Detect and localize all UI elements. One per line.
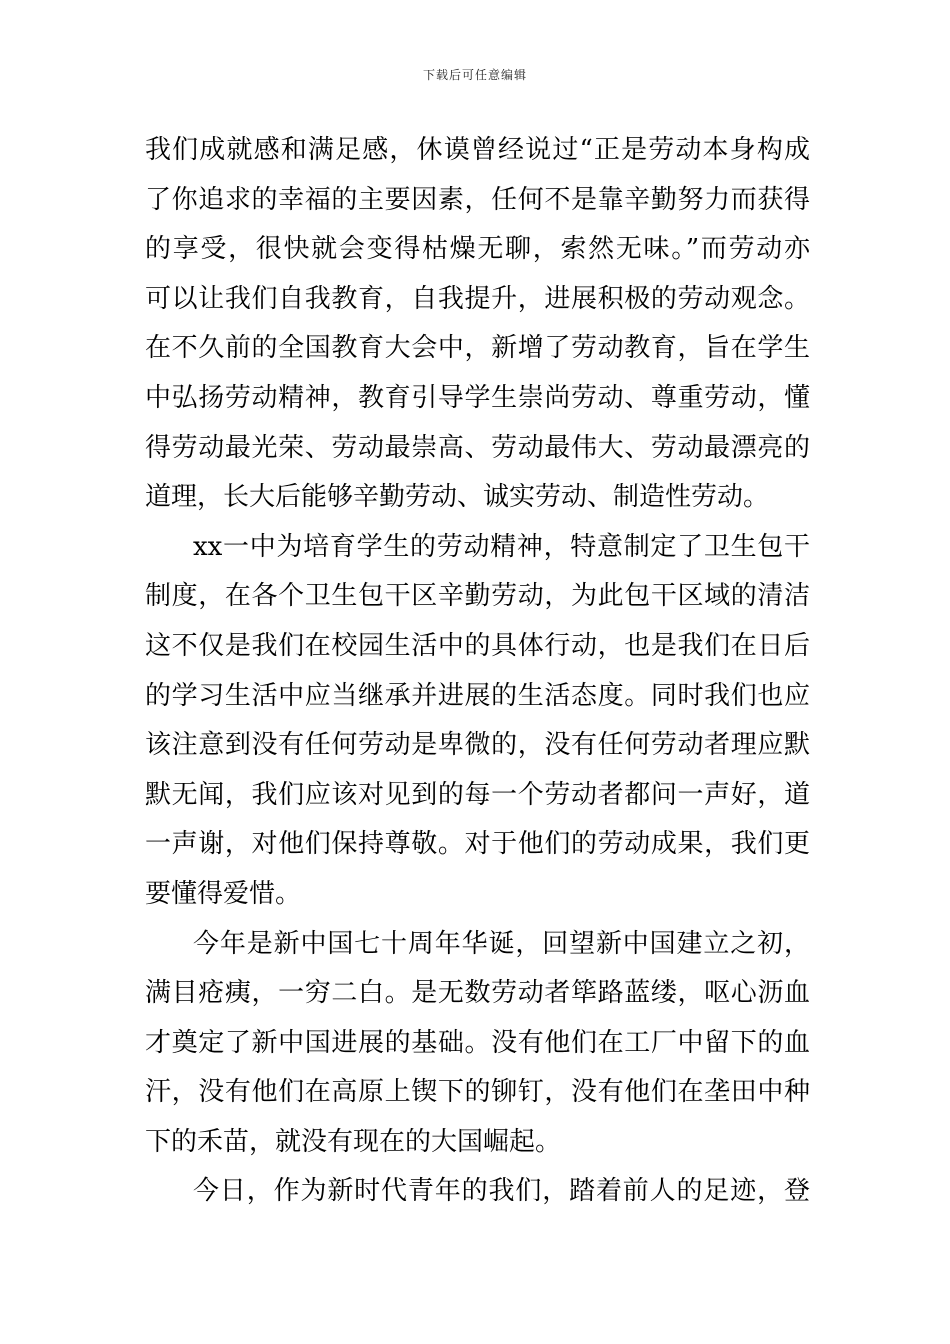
text-line: 该注意到没有任何劳动是卑微的，没有任何劳动者理应默 <box>145 730 810 761</box>
text-line: 中弘扬劳动精神，教育引导学生崇尚劳动、尊重劳动，懂 <box>145 382 810 413</box>
text-line: 的享受，很快就会变得枯燥无聊，索然无味。”而劳动亦 <box>145 234 810 265</box>
text-line: 了你追求的幸福的主要因素，任何不是靠辛勤努力而获得 <box>145 184 810 215</box>
text-line: 下的禾苗，就没有现在的大国崛起。 <box>145 1126 562 1157</box>
text-line: 满目疮痍，一穷二白。是无数劳动者筚路蓝缕，呕心沥血 <box>145 978 810 1009</box>
text-line: 一声谢，对他们保持尊敬。对于他们的劳动成果，我们更 <box>145 829 810 860</box>
text-line: 汗，没有他们在高原上锲下的铆钉，没有他们在垄田中种 <box>145 1077 810 1108</box>
text-line: 我们成就感和满足感，休谟曾经说过“正是劳动本身构成 <box>145 135 810 165</box>
text-line: 可以让我们自我教育，自我提升，进展积极的劳动观念。 <box>145 283 810 314</box>
text-line: 才奠定了新中国进展的基础。没有他们在工厂中留下的血 <box>145 1027 810 1058</box>
paragraph <box>145 126 810 523</box>
text-line: 这不仅是我们在校园生活中的具体行动，也是我们在日后 <box>145 630 810 661</box>
page-header: 下载后可任意编辑 <box>422 68 527 82</box>
text-line: 默无闻，我们应该对见到的每一个劳动者都问一声好，道 <box>145 779 810 810</box>
text-line: 今年是新中国七十周年华诞，回望新中国建立之初， <box>193 928 810 959</box>
document-body <box>145 126 810 1217</box>
text-line: 要懂得爱惜。 <box>145 878 302 909</box>
paragraph <box>145 920 810 1168</box>
paragraph <box>145 1167 810 1217</box>
text-line: 得劳动最光荣、劳动最崇高、劳动最伟大、劳动最漂亮的 <box>145 432 810 463</box>
text-line: 在不久前的全国教育大会中，新增了劳动教育，旨在学生 <box>145 333 810 364</box>
text-line: xx一中为培育学生的劳动精神，特意制定了卫生包干 <box>193 531 810 562</box>
paragraph <box>145 523 810 920</box>
text-line: 今日，作为新时代青年的我们，踏着前人的足迹，登 <box>193 1176 810 1207</box>
text-line: 道理，长大后能够辛勤劳动、诚实劳动、制造性劳动。 <box>145 482 770 513</box>
text-line: 制度，在各个卫生包干区辛勤劳动，为此包干区域的清洁 <box>145 581 810 612</box>
text-line: 的学习生活中应当继承并进展的生活态度。同时我们也应 <box>145 680 810 711</box>
